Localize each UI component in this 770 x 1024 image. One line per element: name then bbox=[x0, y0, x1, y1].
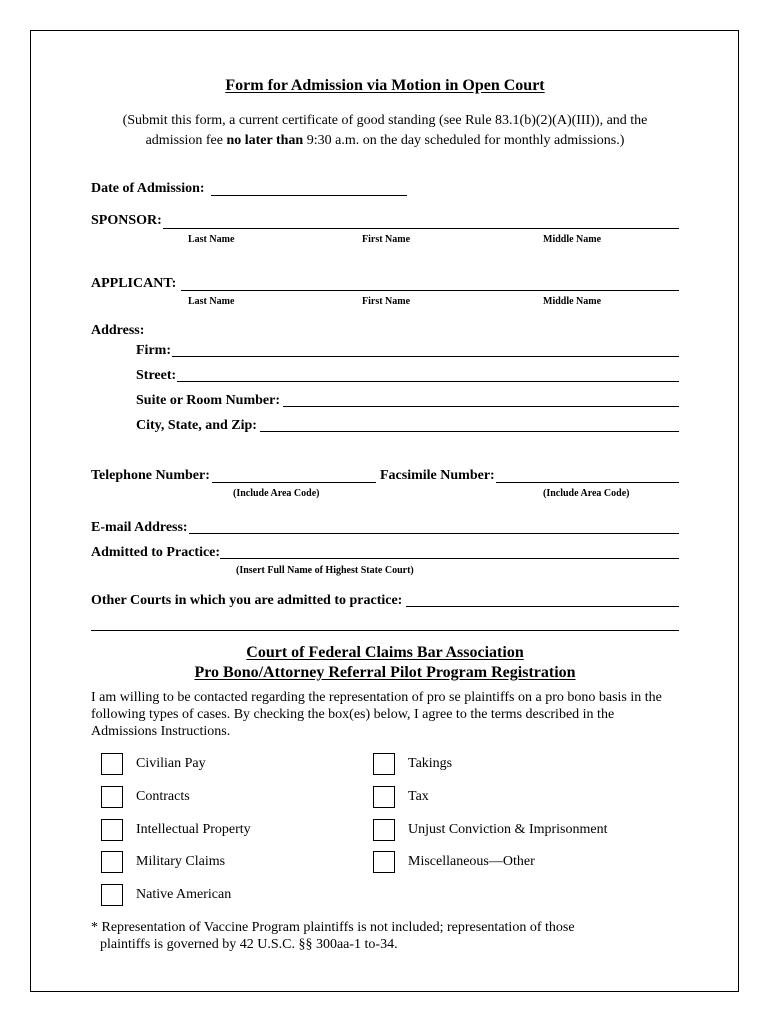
city-state-zip-field[interactable] bbox=[260, 431, 679, 432]
checkbox-miscellaneous-other[interactable] bbox=[373, 851, 395, 873]
footnote-line-2: plaintiffs is governed by 42 U.S.C. §§ 300aa-1 to-34. bbox=[100, 937, 398, 952]
other-courts-field[interactable] bbox=[406, 606, 679, 607]
facsimile-label: Facsimile Number: bbox=[380, 468, 495, 483]
page-border bbox=[30, 30, 739, 992]
applicant-last-name-caption: Last Name bbox=[188, 296, 235, 307]
sponsor-middle-name-caption: Middle Name bbox=[543, 234, 602, 245]
other-courts-label: Other Courts in which you are admitted to practice: bbox=[91, 593, 403, 608]
sponsor-first-name-caption: First Name bbox=[362, 234, 411, 245]
street-field[interactable] bbox=[177, 381, 679, 382]
firm-field[interactable] bbox=[172, 356, 679, 357]
form-title: Form for Admission via Motion in Open Court bbox=[225, 77, 545, 94]
option-label-unjust-conviction: Unjust Conviction & Imprisonment bbox=[408, 822, 608, 837]
admitted-to-practice-label: Admitted to Practice: bbox=[91, 545, 221, 560]
instructions-line-1: (Submit this form, a current certificate of good standing (see Rule 83.1(b)(2)(A)(III)), and the bbox=[122, 113, 648, 128]
telephone-area-code-caption: (Include Area Code) bbox=[233, 488, 320, 499]
facsimile-area-code-caption: (Include Area Code) bbox=[543, 488, 630, 499]
date-of-admission-label: Date of Admission: bbox=[91, 181, 205, 196]
admitted-to-practice-field[interactable] bbox=[220, 558, 679, 559]
city-state-zip-label: City, State, and Zip: bbox=[136, 418, 257, 433]
suite-field[interactable] bbox=[283, 406, 679, 407]
email-label: E-mail Address: bbox=[91, 520, 188, 535]
instructions-line-2: admission fee no later than 9:30 a.m. on the day scheduled for monthly admissions.) bbox=[145, 133, 625, 148]
option-label-contracts: Contracts bbox=[136, 789, 190, 804]
telephone-field[interactable] bbox=[212, 482, 376, 483]
email-field[interactable] bbox=[189, 533, 679, 534]
checkbox-contracts[interactable] bbox=[101, 786, 123, 808]
pro-bono-title-2: Pro Bono/Attorney Referral Pilot Program Registration bbox=[194, 664, 576, 681]
option-label-miscellaneous-other: Miscellaneous—Other bbox=[408, 854, 535, 869]
option-label-tax: Tax bbox=[408, 789, 429, 804]
option-label-military-claims: Military Claims bbox=[136, 854, 226, 869]
footnote-line-1: * Representation of Vaccine Program plaintiffs is not included; representation of those bbox=[91, 920, 575, 935]
street-label: Street: bbox=[136, 368, 177, 383]
sponsor-last-name-caption: Last Name bbox=[188, 234, 235, 245]
option-label-native-american: Native American bbox=[136, 887, 232, 902]
checkbox-civilian-pay[interactable] bbox=[101, 753, 123, 775]
pro-bono-intro: I am willing to be contacted regarding the representation of pro se plaintiffs on a pro bono basis in the following types of cases. By checking the box(es) below, I agree to the terms described in the Admissions Instructions. bbox=[91, 690, 662, 739]
address-label: Address: bbox=[91, 323, 145, 338]
applicant-middle-name-caption: Middle Name bbox=[543, 296, 602, 307]
option-label-intellectual-property: Intellectual Property bbox=[136, 822, 251, 837]
checkbox-takings[interactable] bbox=[373, 753, 395, 775]
checkbox-unjust-conviction[interactable] bbox=[373, 819, 395, 841]
applicant-label: APPLICANT: bbox=[91, 276, 177, 291]
telephone-label: Telephone Number: bbox=[91, 468, 210, 483]
option-label-civilian-pay: Civilian Pay bbox=[136, 756, 206, 771]
checkbox-military-claims[interactable] bbox=[101, 851, 123, 873]
facsimile-field[interactable] bbox=[496, 482, 679, 483]
sponsor-label: SPONSOR: bbox=[91, 213, 162, 228]
other-courts-field-line-2[interactable] bbox=[91, 630, 679, 631]
checkbox-tax[interactable] bbox=[373, 786, 395, 808]
admitted-to-practice-caption: (Insert Full Name of Highest State Court) bbox=[236, 565, 414, 576]
checkbox-native-american[interactable] bbox=[101, 884, 123, 906]
date-of-admission-field[interactable] bbox=[211, 195, 407, 196]
sponsor-name-field[interactable] bbox=[163, 228, 679, 229]
option-label-takings: Takings bbox=[408, 756, 453, 771]
checkbox-intellectual-property[interactable] bbox=[101, 819, 123, 841]
suite-label: Suite or Room Number: bbox=[136, 393, 281, 408]
pro-bono-title-1: Court of Federal Claims Bar Association bbox=[246, 644, 524, 661]
applicant-first-name-caption: First Name bbox=[362, 296, 411, 307]
applicant-name-field[interactable] bbox=[181, 290, 679, 291]
firm-label: Firm: bbox=[136, 343, 171, 358]
